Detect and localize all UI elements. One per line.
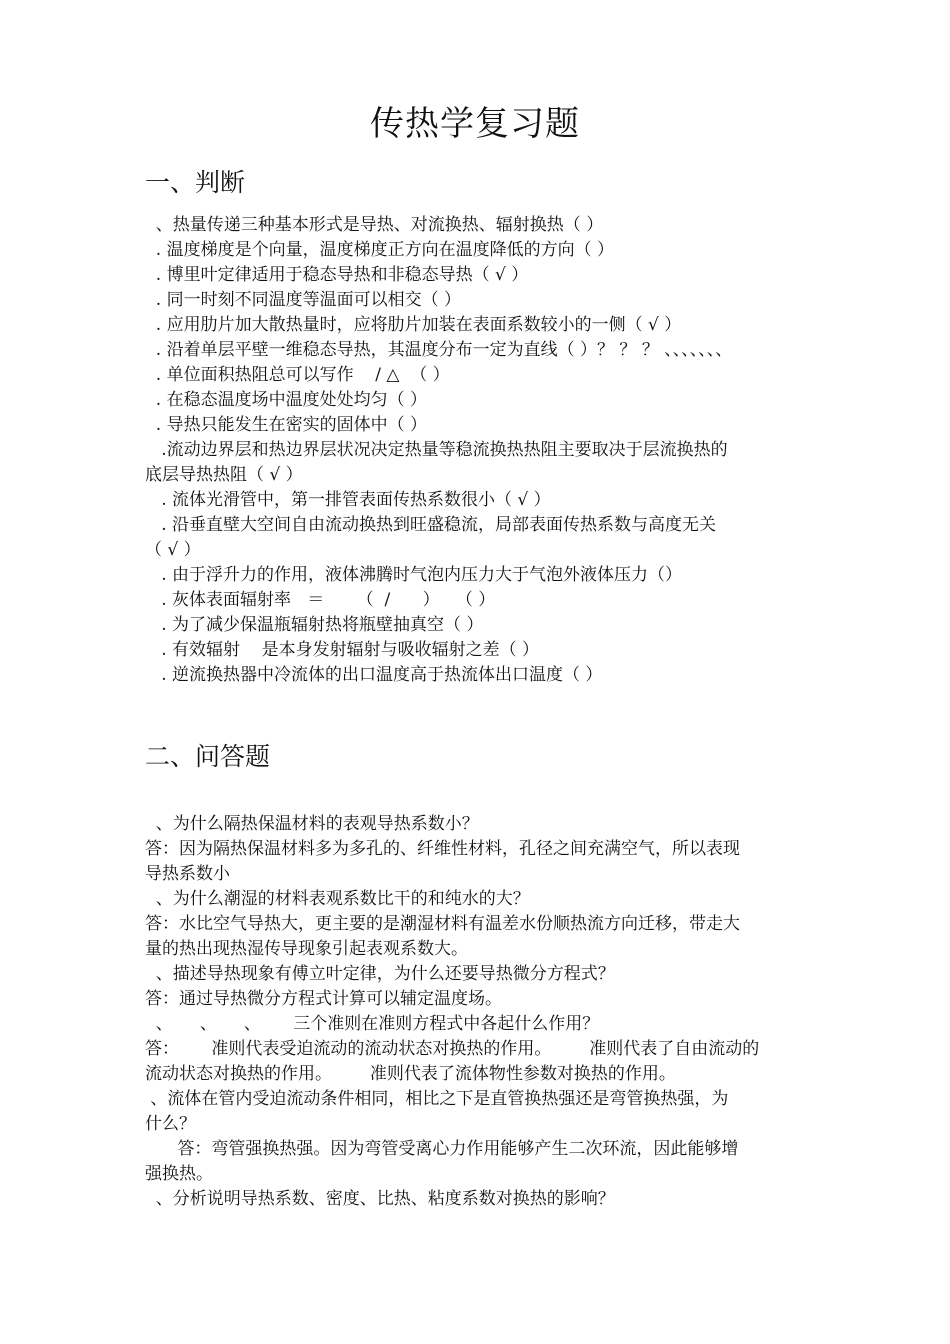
judgement-item: . 温度梯度是个向量，温度梯度正方向在温度降低的方向（ ） [145,240,615,260]
qa-answer: 答：水比空气导热大，更主要的是潮湿材料有温差水份顺热流方向迁移，带走大 [145,914,740,934]
qa-answer: 答：弯管强换热强。因为弯管受离心力作用能够产生二次环流，因此能够增 [145,1139,739,1159]
qa-question: 、为什么潮湿的材料表观系数比干的和纯水的大？ [145,889,530,909]
judgement-item: . 在稳态温度场中温度处处均匀（ ） [145,390,428,410]
judgement-item: 、热量传递三种基本形式是导热、对流换热、辐射换热（ ） [145,215,604,235]
judgement-item: . 沿垂直壁大空间自由流动换热到旺盛稳流，局部表面传热系数与高度无关 [145,515,717,535]
document-title: 传热学复习题 [370,104,580,144]
qa-answer: 答： 准则代表受迫流动的流动状态对换热的作用。 准则代表了自由流动的 [145,1039,760,1059]
judgement-item: . 沿着单层平壁一维稳态导热，其温度分布一定为直线（ ）？ ？ ？ 、、、、、、、 [145,340,733,360]
qa-answer: 答：因为隔热保温材料多为多孔的、纤维性材料，孔径之间充满空气，所以表现 [145,839,740,859]
qa-answer-continuation: 导热系数小 [145,864,230,884]
judgement-item: . 导热只能发生在密实的固体中（ ） [145,415,428,435]
qa-question: 、为什么隔热保温材料的表观导热系数小？ [145,814,479,834]
judgement-item: . 同一时刻不同温度等温面可以相交（ ） [145,290,462,310]
judgement-item: . 为了减少保温瓶辐射热将瓶壁抽真空（ ） [145,615,484,635]
qa-answer: 答：通过导热微分方程式计算可以辅定温度场。 [145,989,502,1009]
qa-question: 、流体在管内受迫流动条件相同，相比之下是直管换热强还是弯管换热强，为 [145,1089,729,1109]
qa-question: 、分析说明导热系数、密度、比热、粘度系数对换热的影响？ [145,1189,615,1209]
judgement-item: . 逆流换热器中冷流体的出口温度高于热流体出口温度（ ） [145,665,603,685]
judgement-item: . 灰体表面辐射率 ＝ （ / ） （ ） [145,590,496,610]
section-heading-qa: 二、问答题 [145,742,271,771]
qa-answer-continuation: 强换热。 [145,1164,213,1184]
judgement-item-continuation: （ √ ） [145,540,201,560]
judgement-item-continuation: 底层导热热阻（ √ ） [145,465,303,485]
judgement-item: . 单位面积热阻总可以写作 / △ （ ） [145,365,450,385]
judgement-item: . 有效辐射 是本身发射辐射与吸收辐射之差（ ） [145,640,540,660]
judgement-item: . 由于浮升力的作用，液体沸腾时气泡内压力大于气泡外液体压力（） [145,565,683,585]
section-heading-judgement: 一、判断 [145,168,246,197]
judgement-item: .流动边界层和热边界层状况决定热量等稳流换热热阻主要取决于层流换热的 [145,440,728,460]
qa-question: 、 、 、 三个准则在准则方程式中各起什么作用？ [145,1014,600,1034]
qa-answer-continuation: 流动状态对换热的作用。 准则代表了流体物性参数对换热的作用。 [145,1064,676,1084]
qa-question-continuation: 什么？ [145,1114,196,1134]
judgement-item: . 博里叶定律适用于稳态导热和非稳态导热（ √ ） [145,265,529,285]
qa-question: 、描述导热现象有傅立叶定律，为什么还要导热微分方程式？ [145,964,615,984]
judgement-item: . 流体光滑管中，第一排管表面传热系数很小（ √ ） [145,490,551,510]
judgement-item: . 应用肋片加大散热量时，应将肋片加装在表面系数较小的一侧（ √ ） [145,315,682,335]
qa-answer-continuation: 量的热出现热湿传导现象引起表观系数大。 [145,939,468,959]
